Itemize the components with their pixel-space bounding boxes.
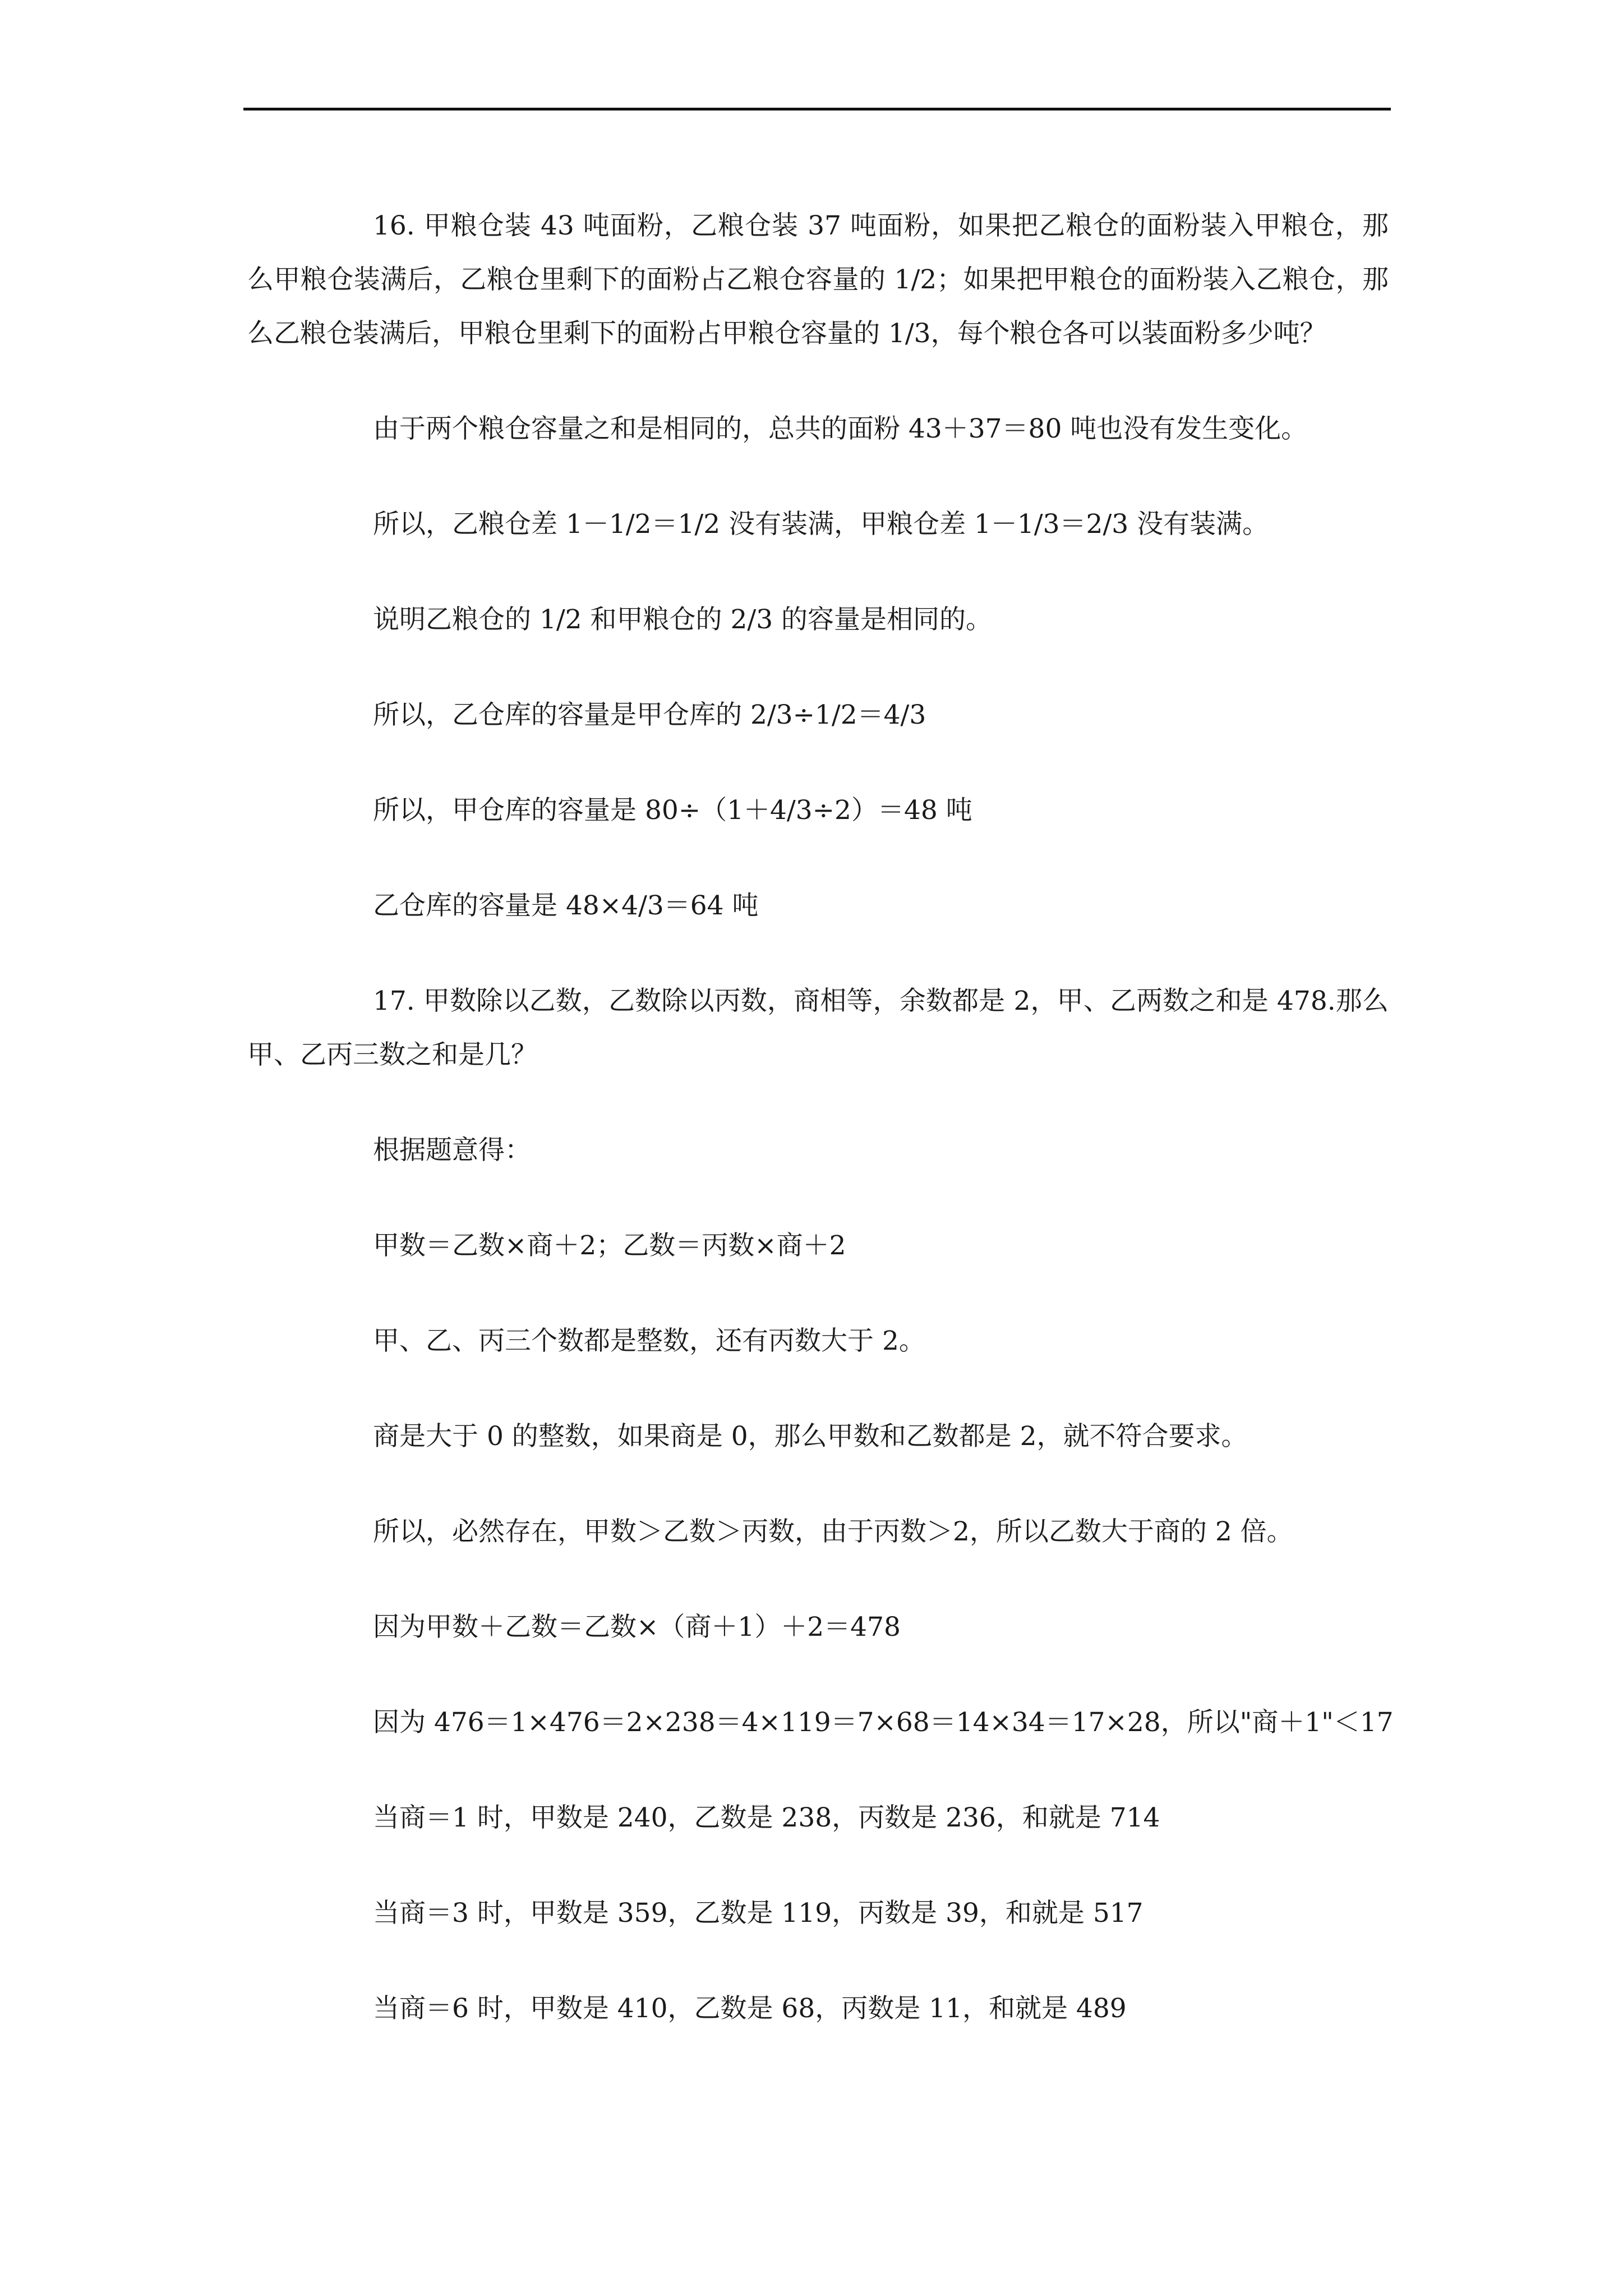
problem-17-step-3: 甲、乙、丙三个数都是整数，还有丙数大于 2。	[373, 1326, 925, 1356]
problem-16-step-3: 说明乙粮仓的 1/2 和甲粮仓的 2/3 的容量是相同的。	[373, 604, 993, 635]
problem-16-step-5: 所以，甲仓库的容量是 80÷（1＋4/3÷2）＝48 吨	[373, 795, 972, 826]
problem-16-step-6: 乙仓库的容量是 48×4/3＝64 吨	[373, 890, 759, 921]
problem-16-step-1: 由于两个粮仓容量之和是相同的，总共的面粉 43＋37＝80 吨也没有发生变化。	[373, 413, 1308, 444]
document-body	[247, 199, 1394, 2036]
problem-17-step-8: 当商＝1 时，甲数是 240，乙数是 238，丙数是 236，和就是 714	[373, 1802, 1160, 1833]
problem-17-step-6: 因为甲数＋乙数＝乙数×（商＋1）＋2＝478	[373, 1612, 901, 1642]
problem-16-text: 甲粮仓装 43 吨面粉，乙粮仓装 37 吨面粉，如果把乙粮仓的面粉装入甲粮仓，那么甲粮仓装满后，乙粮仓里剩下的面粉占乙粮仓容量的 1/2；如果把甲粮仓的面粉装入乙粮仓，那么乙粮仓装满后，甲粮仓里剩下的面粉占甲粮仓容量的 1/3，每个粮仓各可以装面粉多少吨？	[247, 210, 1389, 349]
problem-17-step-4: 商是大于 0 的整数，如果商是 0，那么甲数和乙数都是 2，就不符合要求。	[373, 1421, 1248, 1452]
problem-17-question	[247, 974, 1389, 1082]
header-rule	[243, 108, 1391, 111]
problem-17-step-9: 当商＝3 时，甲数是 359，乙数是 119，丙数是 39，和就是 517	[373, 1898, 1144, 1929]
problem-17-step-2: 甲数＝乙数×商＋2；乙数＝丙数×商＋2	[373, 1230, 846, 1261]
problem-17-step-5: 所以，必然存在，甲数＞乙数＞丙数，由于丙数＞2，所以乙数大于商的 2 倍。	[373, 1516, 1293, 1547]
problem-17-step-1: 根据题意得：	[373, 1135, 531, 1166]
problem-16-question	[247, 199, 1389, 361]
problem-17-text: 甲数除以乙数，乙数除以丙数，商相等，余数都是 2，甲、乙两数之和是 478.那么甲、乙丙三数之和是几？	[247, 986, 1389, 1070]
problem-17-step-7: 因为 476＝1×476＝2×238＝4×119＝7×68＝14×34＝17×28，所以"商＋1"＜17	[373, 1707, 1394, 1738]
problem-16-step-4: 所以，乙仓库的容量是甲仓库的 2/3÷1/2＝4/3	[373, 700, 926, 730]
problem-16-number: 16.	[373, 210, 415, 241]
problem-16-step-2: 所以，乙粮仓差 1－1/2＝1/2 没有装满，甲粮仓差 1－1/3＝2/3 没有装满。	[373, 509, 1269, 540]
problem-17-number: 17.	[373, 986, 415, 1016]
problem-17-step-10: 当商＝6 时，甲数是 410，乙数是 68，丙数是 11，和就是 489	[373, 1993, 1127, 2024]
